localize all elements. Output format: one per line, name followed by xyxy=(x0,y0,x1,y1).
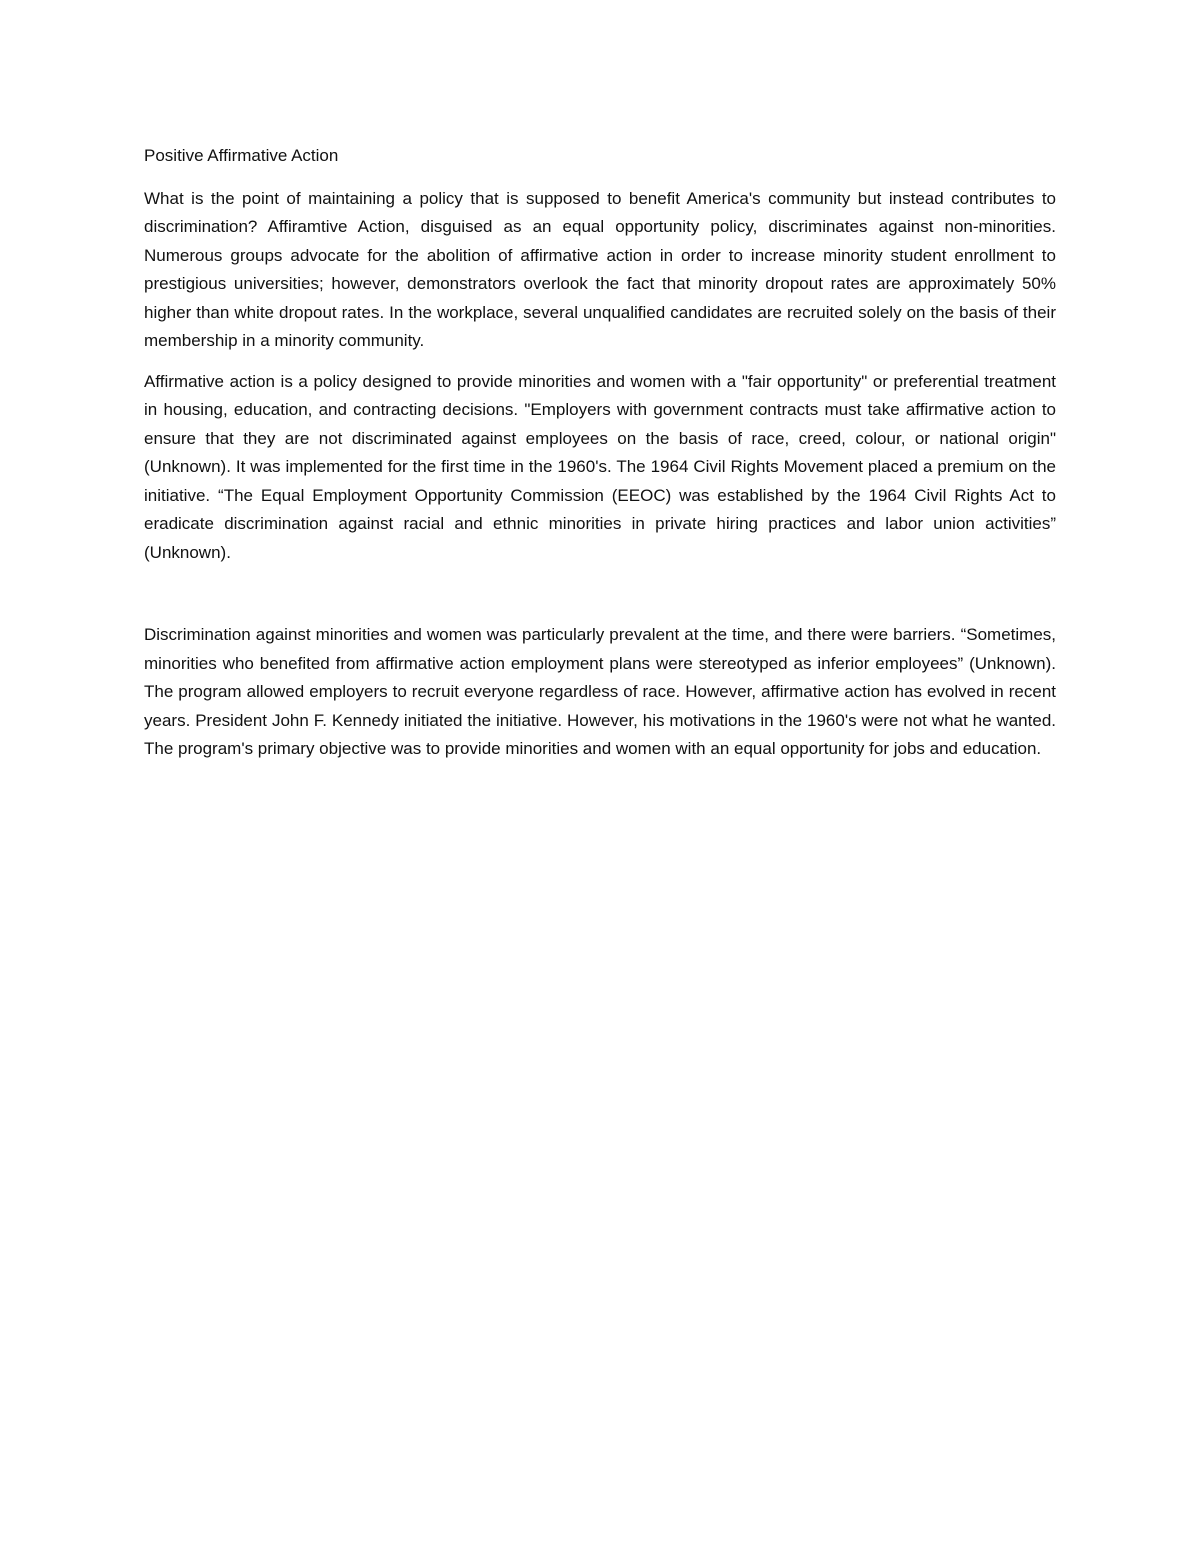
paragraph-2: Affirmative action is a policy designed to provide minorities and women with a "fair opportunity" or preferential treatment in housing, education, and contracting decisions. "Employers with government contracts must take affirmative action to ensure that they are not discriminated against employees on the basis of race, creed, colour, or national origin" (Unknown). It was implemented for the first time in the 1960's. The 1964 Civil Rights Movement placed a premium on the initiative. “The Equal Employment Opportunity Commission (EEOC) was established by the 1964 Civil Rights Act to eradicate discrimination against racial and ethnic minorities in private hiring practices and labor union activities” (Unknown). xyxy=(144,371,1056,562)
document-title: Positive Affirmative Action xyxy=(144,146,339,165)
paragraph-3: Discrimination against minorities and women was particularly prevalent at the time, and there were barriers. “Sometimes, minorities who benefited from affirmative action employment plans were stereotyped as inferior employees” (Unknown). The program allowed employers to recruit everyone regardless of race. However, affirmative action has evolved in recent years. President John F. Kennedy initiated the initiative. However, his motivations in the 1960's were not what he wanted. The program's primary objective was to provide minorities and women with an equal opportunity for jobs and education. xyxy=(144,625,1056,758)
paragraph-spacer xyxy=(144,579,1056,621)
document-body xyxy=(144,142,1056,776)
paragraph-1: What is the point of maintaining a policy that is supposed to benefit America's community but instead contributes to discrimination? Affiramtive Action, disguised as an equal opportunity policy, discriminates against non-minorities. Numerous groups advocate for the abolition of affirmative action in order to increase minority student enrollment to prestigious universities; however, demonstrators overlook the fact that minority dropout rates are approximately 50% higher than white dropout rates. In the workplace, several unqualified candidates are recruited solely on the basis of their membership in a minority community. xyxy=(144,188,1056,350)
